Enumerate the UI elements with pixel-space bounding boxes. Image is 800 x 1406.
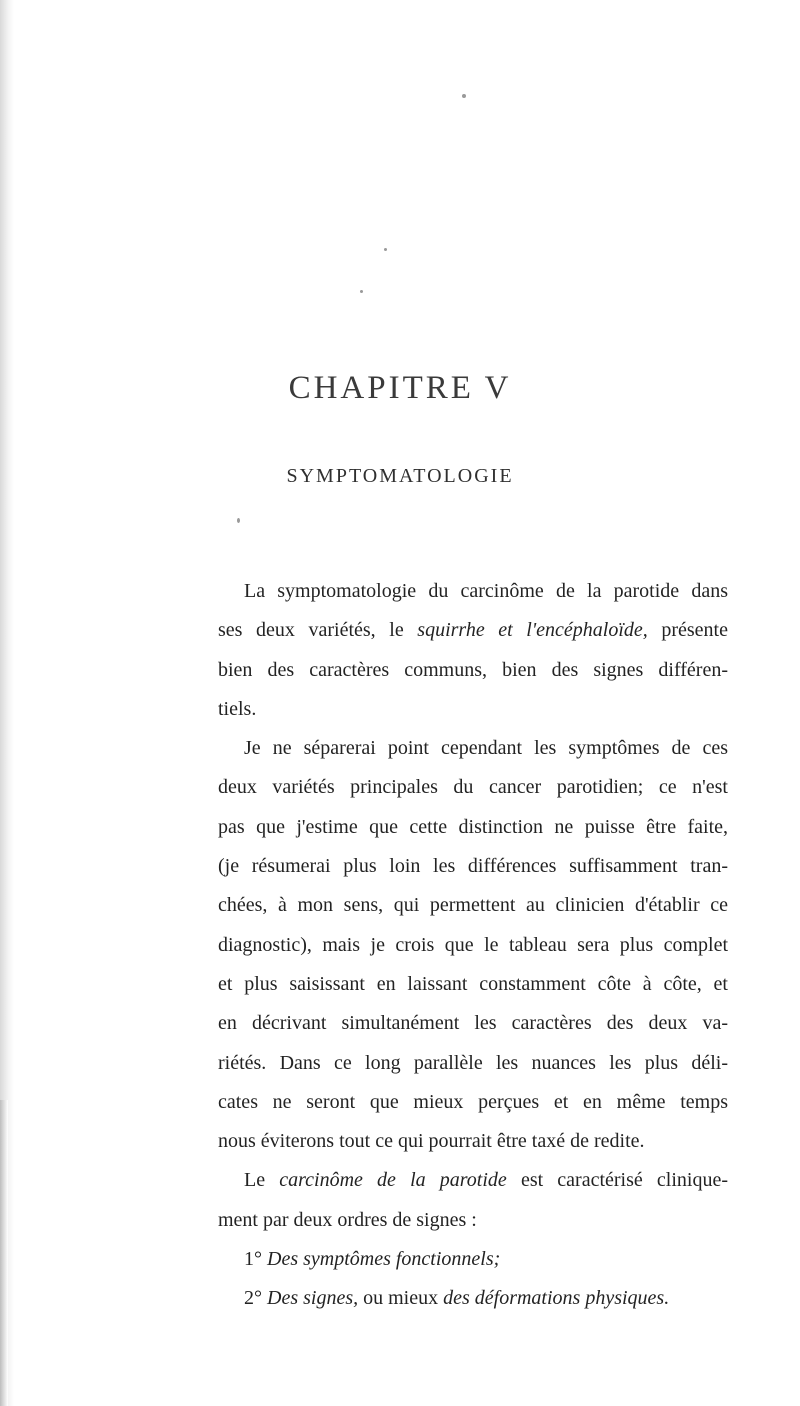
text-line: cates ne seront que mieux perçues et en même temps xyxy=(218,1090,728,1113)
text-line: diagnostic), mais je crois que le tableau sera plus complet xyxy=(218,933,728,956)
text-line: bien des caractères communs, bien des signes différen- xyxy=(218,658,728,681)
emphasis-span: des déformations physiques. xyxy=(443,1287,670,1310)
page-edge-shadow-lower xyxy=(0,1100,8,1406)
chapter-title: CHAPITRE V xyxy=(288,370,512,406)
body-text xyxy=(218,572,728,1319)
emphasis-span: carcinôme de la parotide xyxy=(279,1169,507,1192)
paper-speck xyxy=(237,518,240,523)
text-line: La symptomatologie du carcinôme de la parotide dans xyxy=(244,580,728,602)
section-title: SYMPTOMATOLOGIE xyxy=(286,465,514,487)
list-item xyxy=(218,1279,728,1318)
text-line xyxy=(218,611,728,650)
text-line: deux variétés principales du cancer parotidien; ce n'est xyxy=(218,776,728,799)
paper-speck xyxy=(384,248,387,251)
text-line: tiels. xyxy=(218,697,257,720)
emphasis-span: Des signes, xyxy=(267,1287,359,1310)
text-span: présente xyxy=(647,619,728,642)
paper-speck xyxy=(360,290,363,293)
text-line: Je ne séparerai point cependant les symptômes de ces xyxy=(244,737,728,760)
text-line: ment par deux ordres de signes : xyxy=(218,1208,477,1231)
text-span: Le xyxy=(244,1169,280,1192)
text-line: en décrivant simultanément les caractères des deux va- xyxy=(218,1012,728,1035)
list-number: 2° xyxy=(244,1287,262,1310)
text-line: riétés. Dans ce long parallèle les nuances les plus déli- xyxy=(218,1051,728,1074)
list-item xyxy=(218,1240,728,1279)
list-number: 1° xyxy=(244,1248,262,1271)
text-span: ses deux variétés, le xyxy=(218,619,418,642)
text-line xyxy=(218,1161,728,1200)
emphasis-span: Des symptômes fonctionnels; xyxy=(267,1248,501,1271)
text-line: et plus saisissant en laissant constamment côte à côte, et xyxy=(218,972,728,995)
text-line: chées, à mon sens, qui permettent au clinicien d'établir ce xyxy=(218,894,728,917)
text-span: ou mieux xyxy=(358,1287,444,1310)
emphasis-span: squirrhe et l'encéphaloïde, xyxy=(417,619,648,642)
text-line: nous éviterons tout ce qui pourrait être taxé de redite. xyxy=(218,1130,645,1153)
text-line: pas que j'estime que cette distinction ne puisse être faite, xyxy=(218,815,728,838)
text-line: (je résumerai plus loin les différences suffisamment tran- xyxy=(218,855,728,878)
paper-speck xyxy=(462,94,466,98)
text-span: est caractérisé clinique- xyxy=(506,1169,728,1192)
